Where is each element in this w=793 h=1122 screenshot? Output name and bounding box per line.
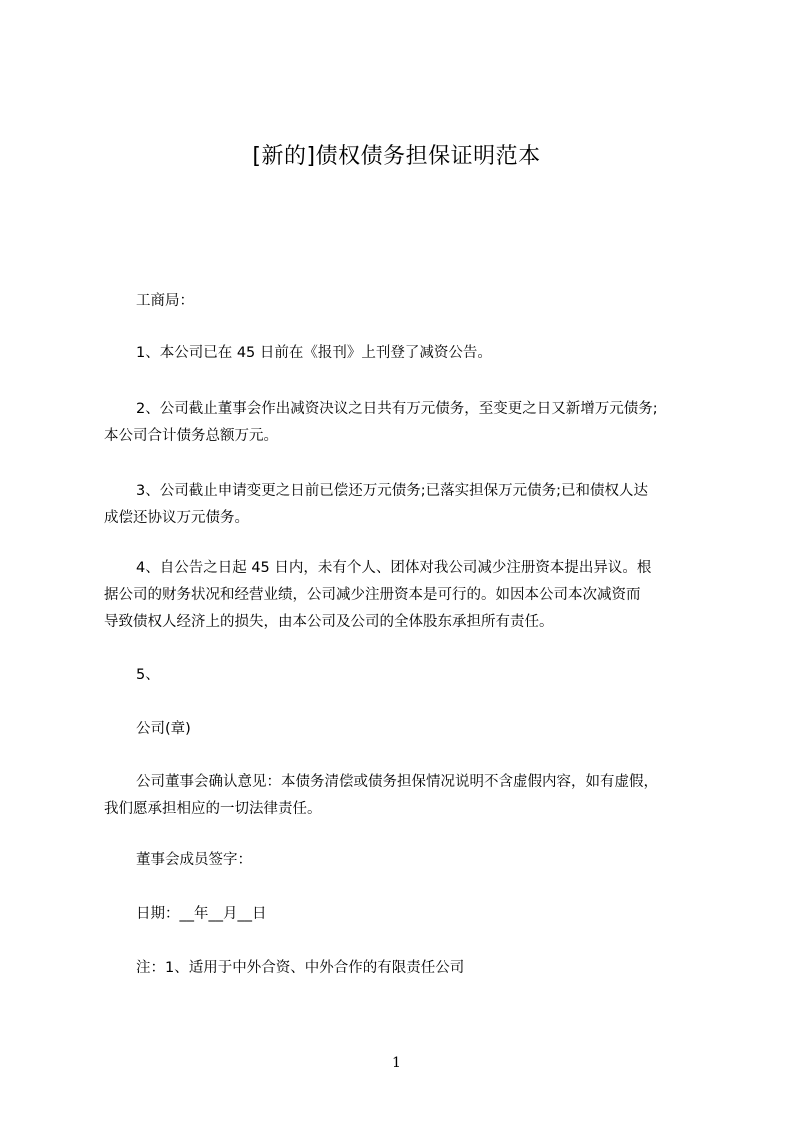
page-number: 1 — [392, 1055, 401, 1071]
item-2-line-1: 2、公司截止董事会作出减资决议之日共有万元债务，至变更之日又新增万元债务; — [136, 401, 658, 417]
item-3-line-1: 3、公司截止申请变更之日前已偿还万元债务;已落实担保万元债务;已和债权人达 — [136, 483, 648, 499]
item-3-line-2: 成偿还协议万元债务。 — [104, 510, 249, 526]
board-signature: 董事会成员签字： — [136, 852, 252, 868]
addressee: 工商局： — [136, 293, 194, 309]
item-4-line-3: 导致债权人经济上的损失，由本公司及公司的全体股东承担所有责任。 — [104, 614, 554, 630]
document-title: [新的]债权债务担保证明范本 — [252, 144, 541, 169]
date-line: 日期：__年__月__日 — [136, 906, 267, 922]
item-4-line-2: 据公司的财务状况和经营业绩，公司减少注册资本是可行的。如因本公司本次减资而 — [104, 587, 641, 603]
company-seal: 公司(章) — [136, 721, 191, 737]
board-confirm-line-2: 我们愿承担相应的一切法律责任。 — [104, 801, 322, 817]
item-5: 5、 — [136, 667, 160, 683]
board-confirm-line-1: 公司董事会确认意见：本债务清偿或债务担保情况说明不含虚假内容，如有虚假， — [136, 774, 658, 790]
item-2-line-2: 本公司合计债务总额万元。 — [104, 428, 278, 444]
note: 注：1、适用于中外合资、中外合作的有限责任公司 — [136, 960, 465, 976]
item-4-line-1: 4、自公告之日起 45 日内，未有个人、团体对我公司减少注册资本提出异议。根 — [136, 560, 652, 576]
item-1: 1、本公司已在 45 日前在《报刊》上刊登了减资公告。 — [136, 345, 492, 361]
